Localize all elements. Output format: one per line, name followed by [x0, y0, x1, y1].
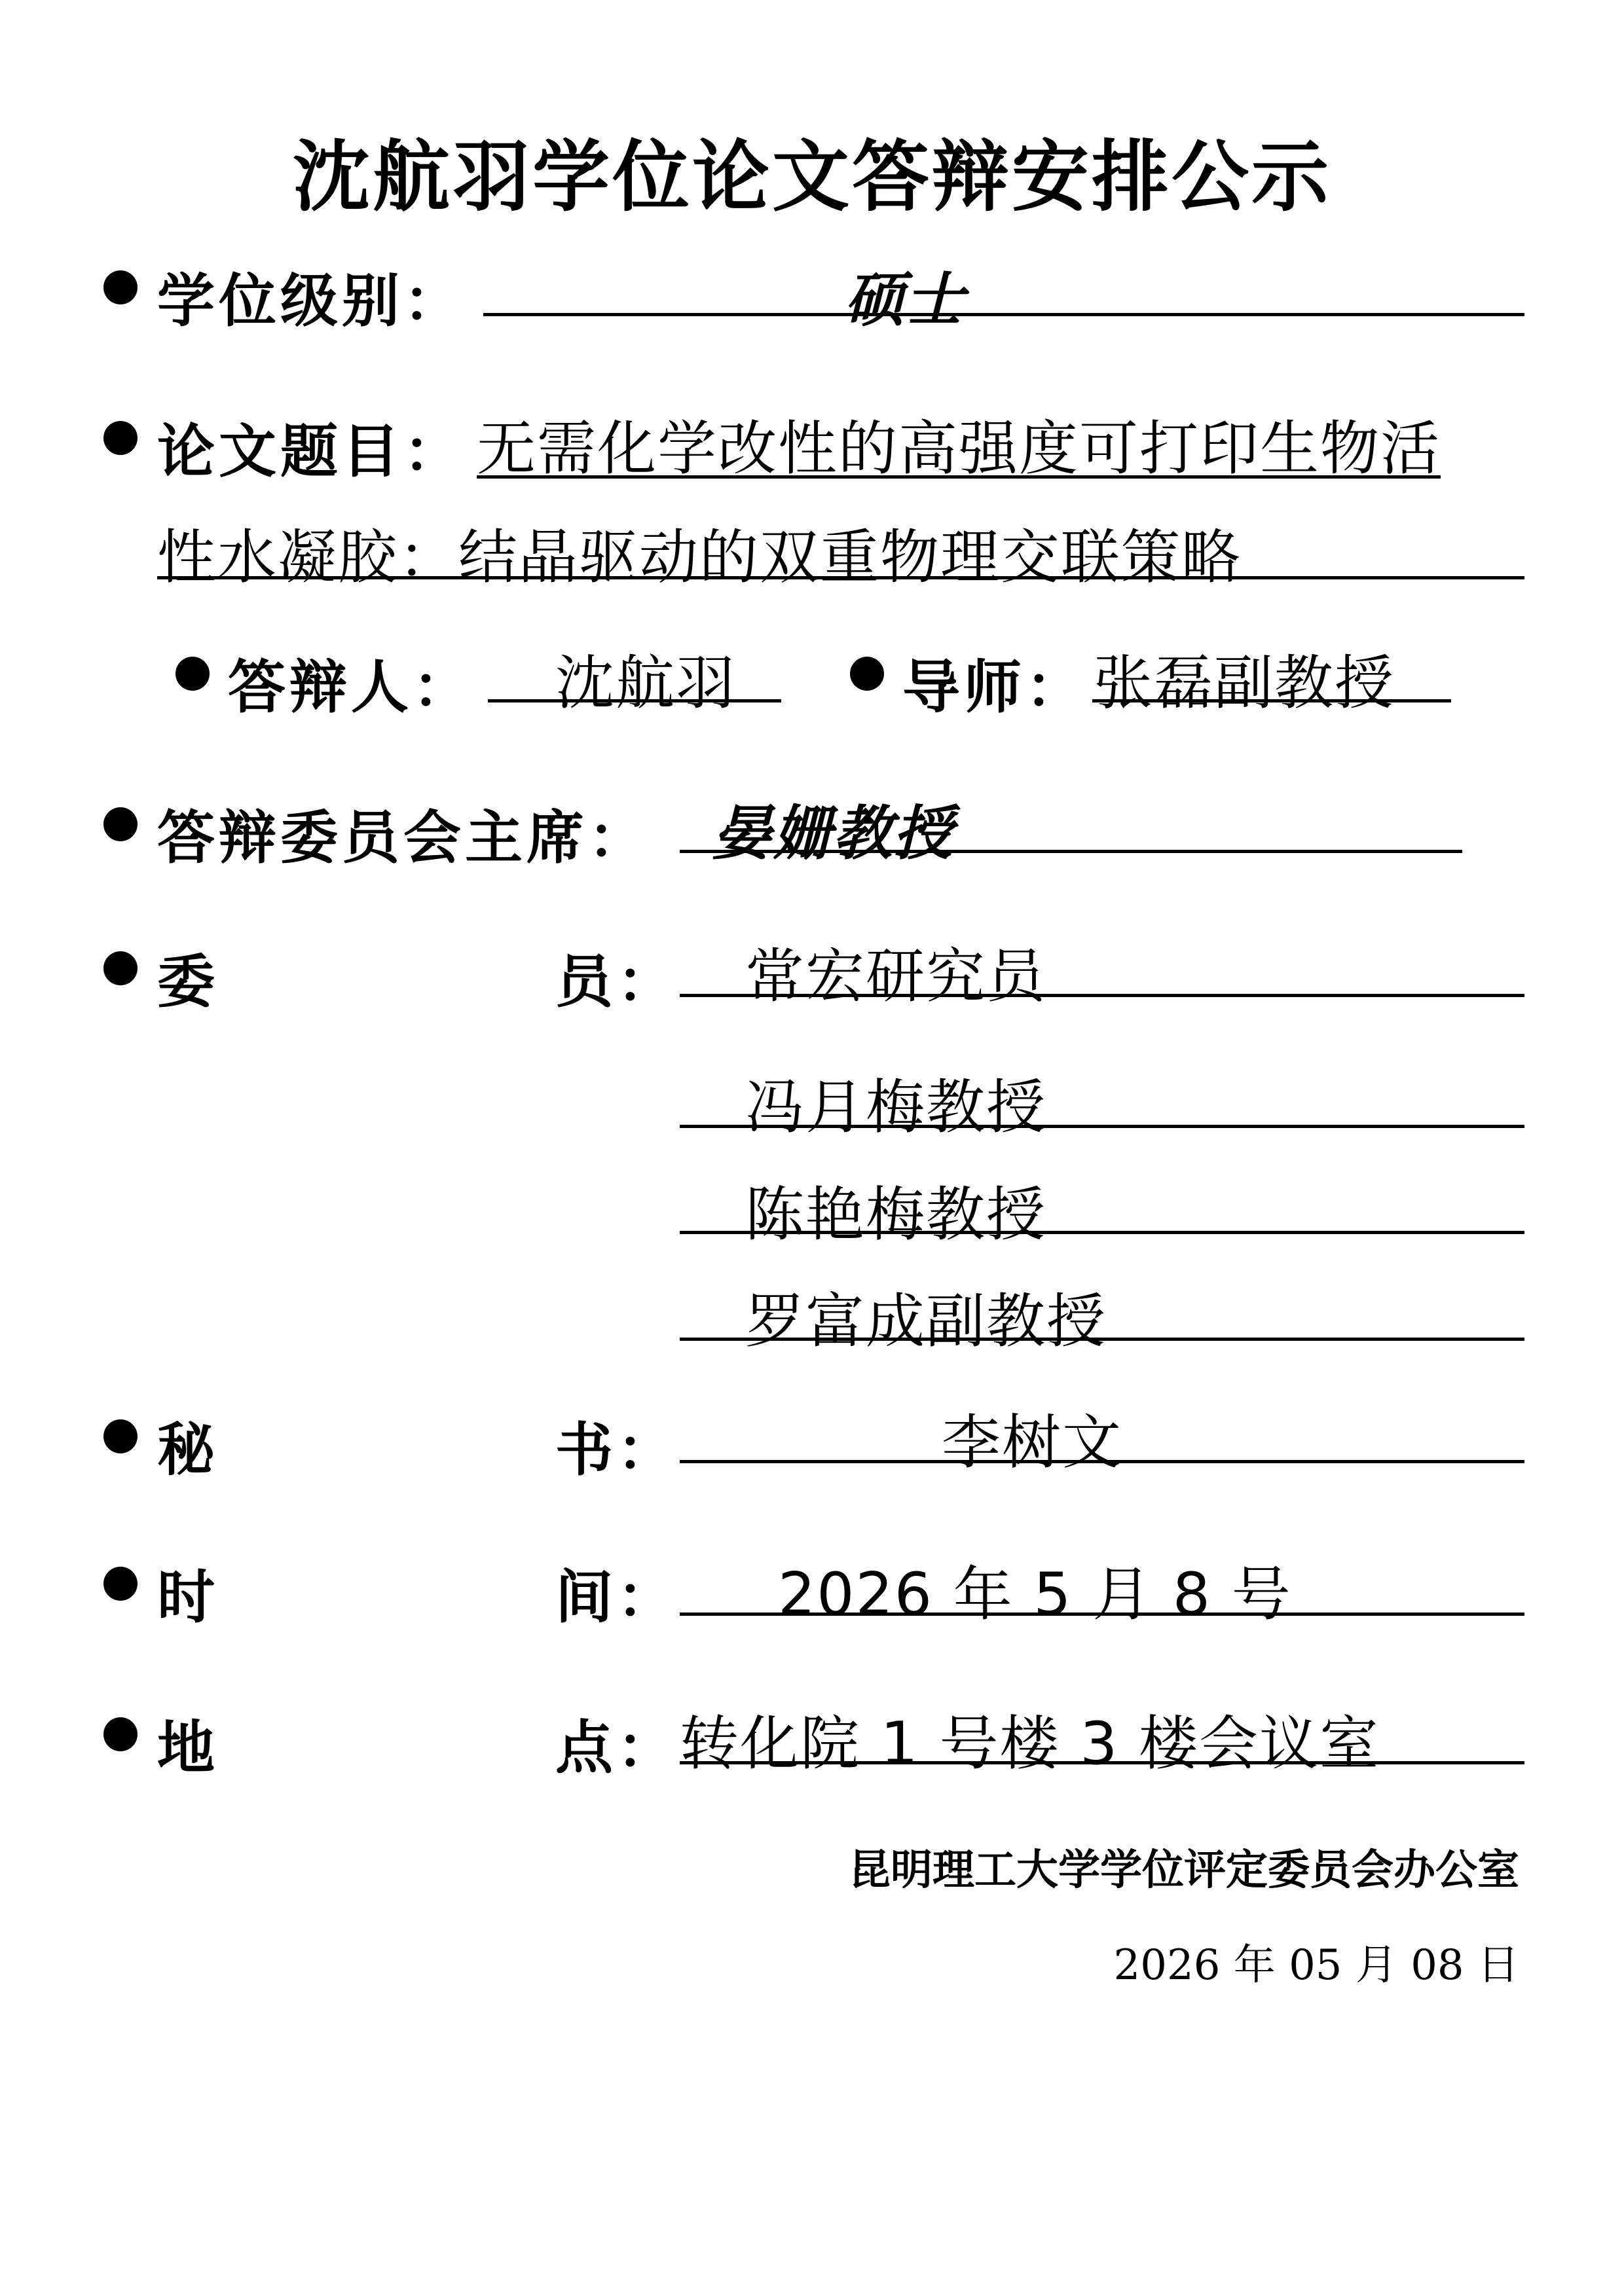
- member-underline-2: [680, 1125, 1524, 1128]
- time-label-char2: 间：: [555, 1563, 679, 1631]
- members-label-char1: 委: [157, 948, 219, 1015]
- member-name-2: 冯月梅教授: [745, 1073, 1046, 1142]
- bullet-icon: [103, 270, 138, 304]
- bullet-icon: [103, 1567, 138, 1601]
- member-underline-1: [680, 994, 1524, 997]
- place-underline: [680, 1761, 1524, 1764]
- member-underline-4: [680, 1338, 1524, 1341]
- advisor-label: 导师：: [902, 653, 1088, 721]
- bullet-icon: [103, 1419, 138, 1453]
- secretary-label-char2: 书：: [555, 1416, 679, 1484]
- defense-place: 转化院 1 号楼 3 楼会议室: [680, 1709, 1380, 1778]
- thesis-title-line1: 无需化学改性的高强度可打印生物活: [477, 414, 1441, 483]
- degree-value: 硕士: [845, 266, 965, 335]
- member-name-1: 常宏研究员: [745, 942, 1046, 1011]
- place-label-char2: 点：: [555, 1714, 679, 1781]
- chair-name: 晏姗教授: [712, 799, 953, 868]
- secretary-name: 李树文: [942, 1408, 1122, 1477]
- degree-underline: [483, 313, 1524, 316]
- defender-name: 沈航羽: [555, 649, 736, 718]
- member-name-3: 陈艳梅教授: [745, 1180, 1046, 1249]
- defender-label: 答辩人：: [228, 653, 475, 721]
- thesis-underline: [157, 576, 1524, 579]
- members-label-char2: 员：: [555, 948, 679, 1015]
- bullet-icon: [103, 421, 138, 455]
- time-label-char1: 时: [157, 1563, 219, 1631]
- member-underline-3: [680, 1231, 1524, 1234]
- thesis-title-line2: 性水凝胶：结晶驱动的双重物理交联策略: [157, 523, 1242, 592]
- bullet-icon: [175, 657, 210, 691]
- bullet-icon: [103, 951, 138, 985]
- page-title: 沈航羽学位论文答辩安排公示: [292, 132, 1331, 222]
- notice-date: 2026 年 05 月 08 日: [1113, 1941, 1519, 1990]
- place-label-char1: 地: [157, 1714, 219, 1781]
- chair-label: 答辩委员会主席：: [157, 804, 650, 871]
- issuing-office: 昆明理工大学学位评定委员会办公室: [849, 1846, 1519, 1895]
- defense-time: 2026 年 5 月 8 号: [778, 1560, 1292, 1629]
- advisor-name: 张磊副教授: [1094, 649, 1395, 718]
- bullet-icon: [103, 807, 138, 841]
- thesis-label: 论文题目：: [157, 418, 466, 485]
- secretary-label-char1: 秘: [157, 1416, 219, 1484]
- time-underline: [680, 1613, 1524, 1616]
- bullet-icon: [103, 1717, 138, 1751]
- member-name-4: 罗富成副教授: [745, 1287, 1107, 1356]
- secretary-underline: [680, 1460, 1524, 1463]
- degree-label: 学位级别：: [157, 267, 466, 335]
- bullet-icon: [850, 657, 884, 691]
